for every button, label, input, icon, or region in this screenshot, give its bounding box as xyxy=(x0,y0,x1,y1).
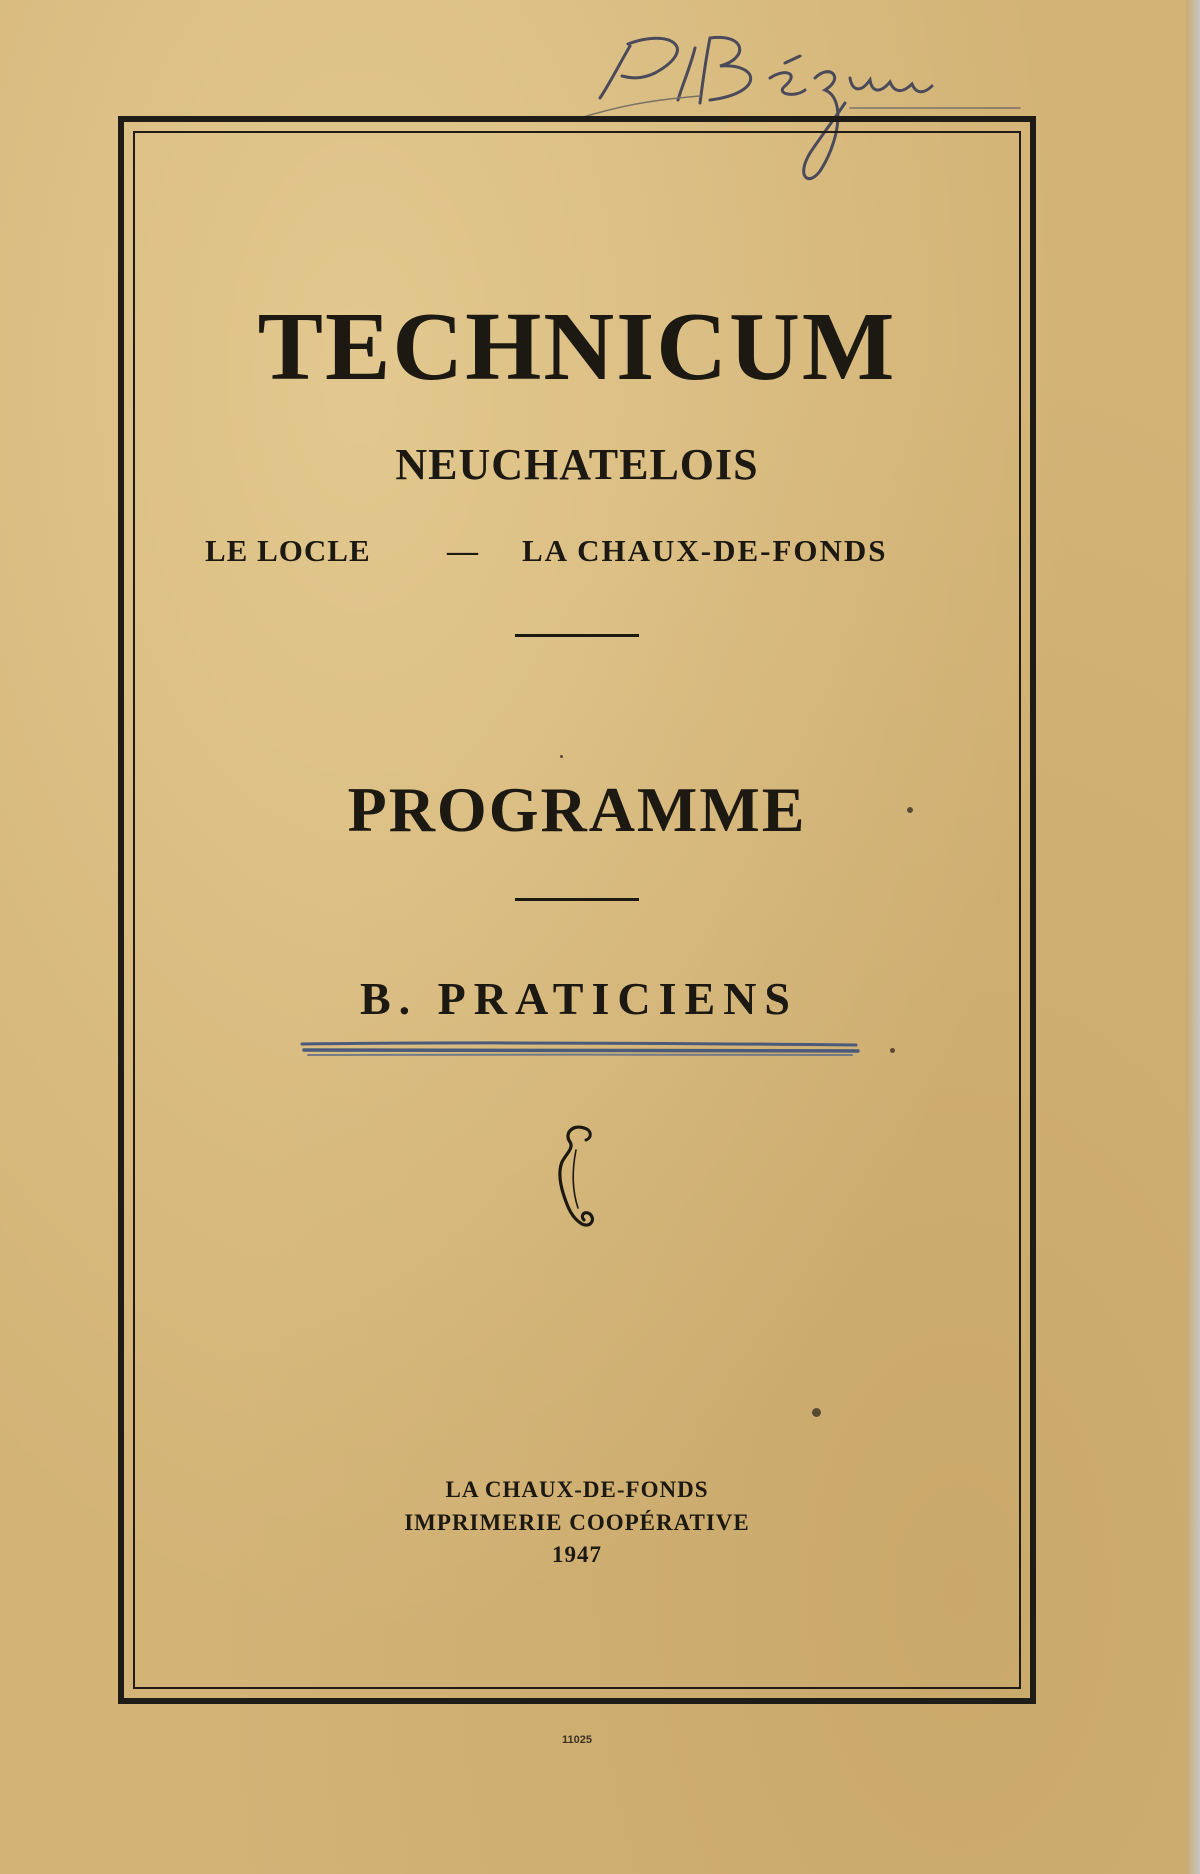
divider-rule-top xyxy=(515,634,639,637)
imprint-printer: IMPRIMERIE COOPÉRATIVE xyxy=(404,1510,750,1535)
paper-speck xyxy=(812,1408,821,1417)
divider-rule-middle xyxy=(515,898,639,901)
print-job-code: 11025 xyxy=(562,1734,592,1746)
cover-subtitle: NEUCHATELOIS xyxy=(395,440,759,489)
pencil-underline-mark xyxy=(300,1038,860,1060)
programme-heading: PROGRAMME xyxy=(347,774,807,845)
cover-title: TECHNICUM xyxy=(257,293,897,401)
imprint-year: 1947 xyxy=(552,1542,602,1567)
location-right: LA CHAUX-DE-FONDS xyxy=(522,533,888,568)
page-edge xyxy=(1186,0,1200,1874)
printer-ornament-icon xyxy=(554,1120,598,1230)
paper-speck xyxy=(907,807,913,813)
section-heading: B. PRATICIENS xyxy=(360,973,798,1024)
paper-speck xyxy=(560,755,563,758)
location-separator: — xyxy=(447,533,478,568)
imprint-city: LA CHAUX-DE-FONDS xyxy=(445,1477,709,1502)
paper-speck xyxy=(890,1048,895,1053)
location-left: LE LOCLE xyxy=(205,533,371,568)
